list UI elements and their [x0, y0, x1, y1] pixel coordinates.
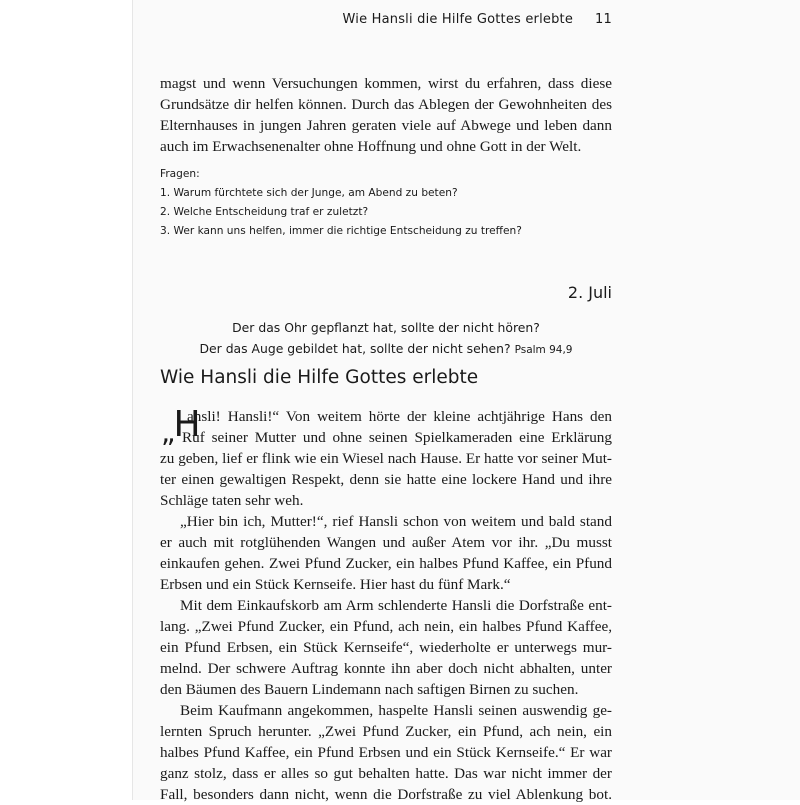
running-header-title: Wie Hansli die Hilfe Gottes erlebte	[342, 12, 574, 27]
opening-paragraph	[160, 406, 612, 511]
drop-cap-letter: H	[173, 404, 201, 445]
text-line: Elternhauses in jungen Jahren geraten viele auf Abwege und leben dann	[160, 117, 612, 134]
text-line: melnd. Der schwere Auftrag konnte ihn aber doch nicht abhalten, unter	[160, 660, 612, 677]
text-line: ein Pfund Erbsen, ein Stück Kernseife“, wiederholte er unterwegs mur-	[160, 639, 612, 656]
question-item: 2. Welche Entscheidung traf er zuletzt?	[160, 206, 369, 218]
verse-reference: Psalm 94,9	[514, 344, 573, 356]
question-item: 3. Wer kann uns helfen, immer die richtige Entscheidung zu treffen?	[160, 225, 522, 237]
text-line: einkaufen gehen. Zwei Pfund Zucker, ein halbes Pfund Kaffee, ein Pfund	[160, 555, 612, 572]
text-line: er auch mit rotglühenden Wangen und außer Atem vor ihr. „Du musst	[160, 534, 612, 551]
text-line: Ruf seiner Mutter und ohne seinen Spielkameraden eine Erklärung	[182, 429, 612, 446]
text-line: lang. „Zwei Pfund Zucker, ein Pfund, ach nein, ein halbes Pfund Kaffee,	[160, 618, 612, 635]
questions-section	[160, 165, 612, 241]
text-line: ansli! Hansli!“ Von weitem hörte der kleine achtjährige Hans den	[187, 408, 612, 425]
story-text	[160, 406, 612, 805]
text-line: Beim Kaufmann angekommen, haspelte Hansli seinen auswendig ge-	[180, 702, 612, 719]
page-number: 11	[595, 12, 612, 27]
text-line: lernten Spruch herunter. „Zwei Pfund Zucker, ein Pfund, ach nein, ein	[160, 723, 612, 740]
questions-label: Fragen:	[160, 168, 200, 180]
verse-line: Der das Ohr gepflanzt hat, sollte der nicht hören?	[232, 320, 540, 335]
drop-cap-quote: „	[161, 416, 176, 449]
text-line: ter einen gewaltigen Respekt, denn sie hatte eine lockere Hand und ihre	[160, 471, 612, 488]
intro-paragraph	[160, 73, 612, 157]
text-line: Schläge taten sehr weh.	[160, 492, 304, 509]
text-line: ganz stolz, dass er alles so gut behalten hatte. Das war nicht immer der	[160, 765, 612, 782]
text-line: zu geben, lief er flink wie ein Wiesel nach Hause. Er hatte vor seiner Mut-	[160, 450, 612, 467]
drop-cap	[161, 404, 201, 451]
bible-verse	[160, 317, 612, 361]
story-title: Wie Hansli die Hilfe Gottes erlebte	[160, 367, 479, 388]
text-line: den Bäumen des Bauern Lindemann nach saftigen Birnen zu suchen.	[160, 681, 579, 698]
running-header	[160, 12, 612, 27]
text-line: magst und wenn Versuchungen kommen, wirst du erfahren, dass diese	[160, 75, 612, 92]
text-line: Erbsen und ein Stück Kernseife. Hier hast du fünf Mark.“	[160, 576, 511, 593]
text-line: auch im Erwachsenenalter ohne Hoffnung und ohne Gott in der Welt.	[160, 138, 582, 155]
verse-line: Der das Auge gebildet hat, sollte der nicht sehen?	[199, 341, 511, 356]
text-line: Grundsätze dir helfen können. Durch das Ablegen der Gewohnheiten des	[160, 96, 612, 113]
text-line: halbes Pfund Kaffee, ein Pfund Erbsen und ein Stück Kernseife.“ Er war	[160, 744, 612, 761]
date-heading: 2. Juli	[567, 283, 612, 302]
text-line: „Hier bin ich, Mutter!“, rief Hansli schon von weitem und bald stand	[180, 513, 612, 530]
text-line: Fall, besonders dann nicht, wenn die Dorfstraße zu viel Ablenkung bot.	[160, 786, 612, 803]
question-item: 1. Warum fürchtete sich der Junge, am Abend zu beten?	[160, 187, 458, 199]
text-line: Mit dem Einkaufskorb am Arm schlenderte Hansli die Dorfstraße ent-	[180, 597, 612, 614]
